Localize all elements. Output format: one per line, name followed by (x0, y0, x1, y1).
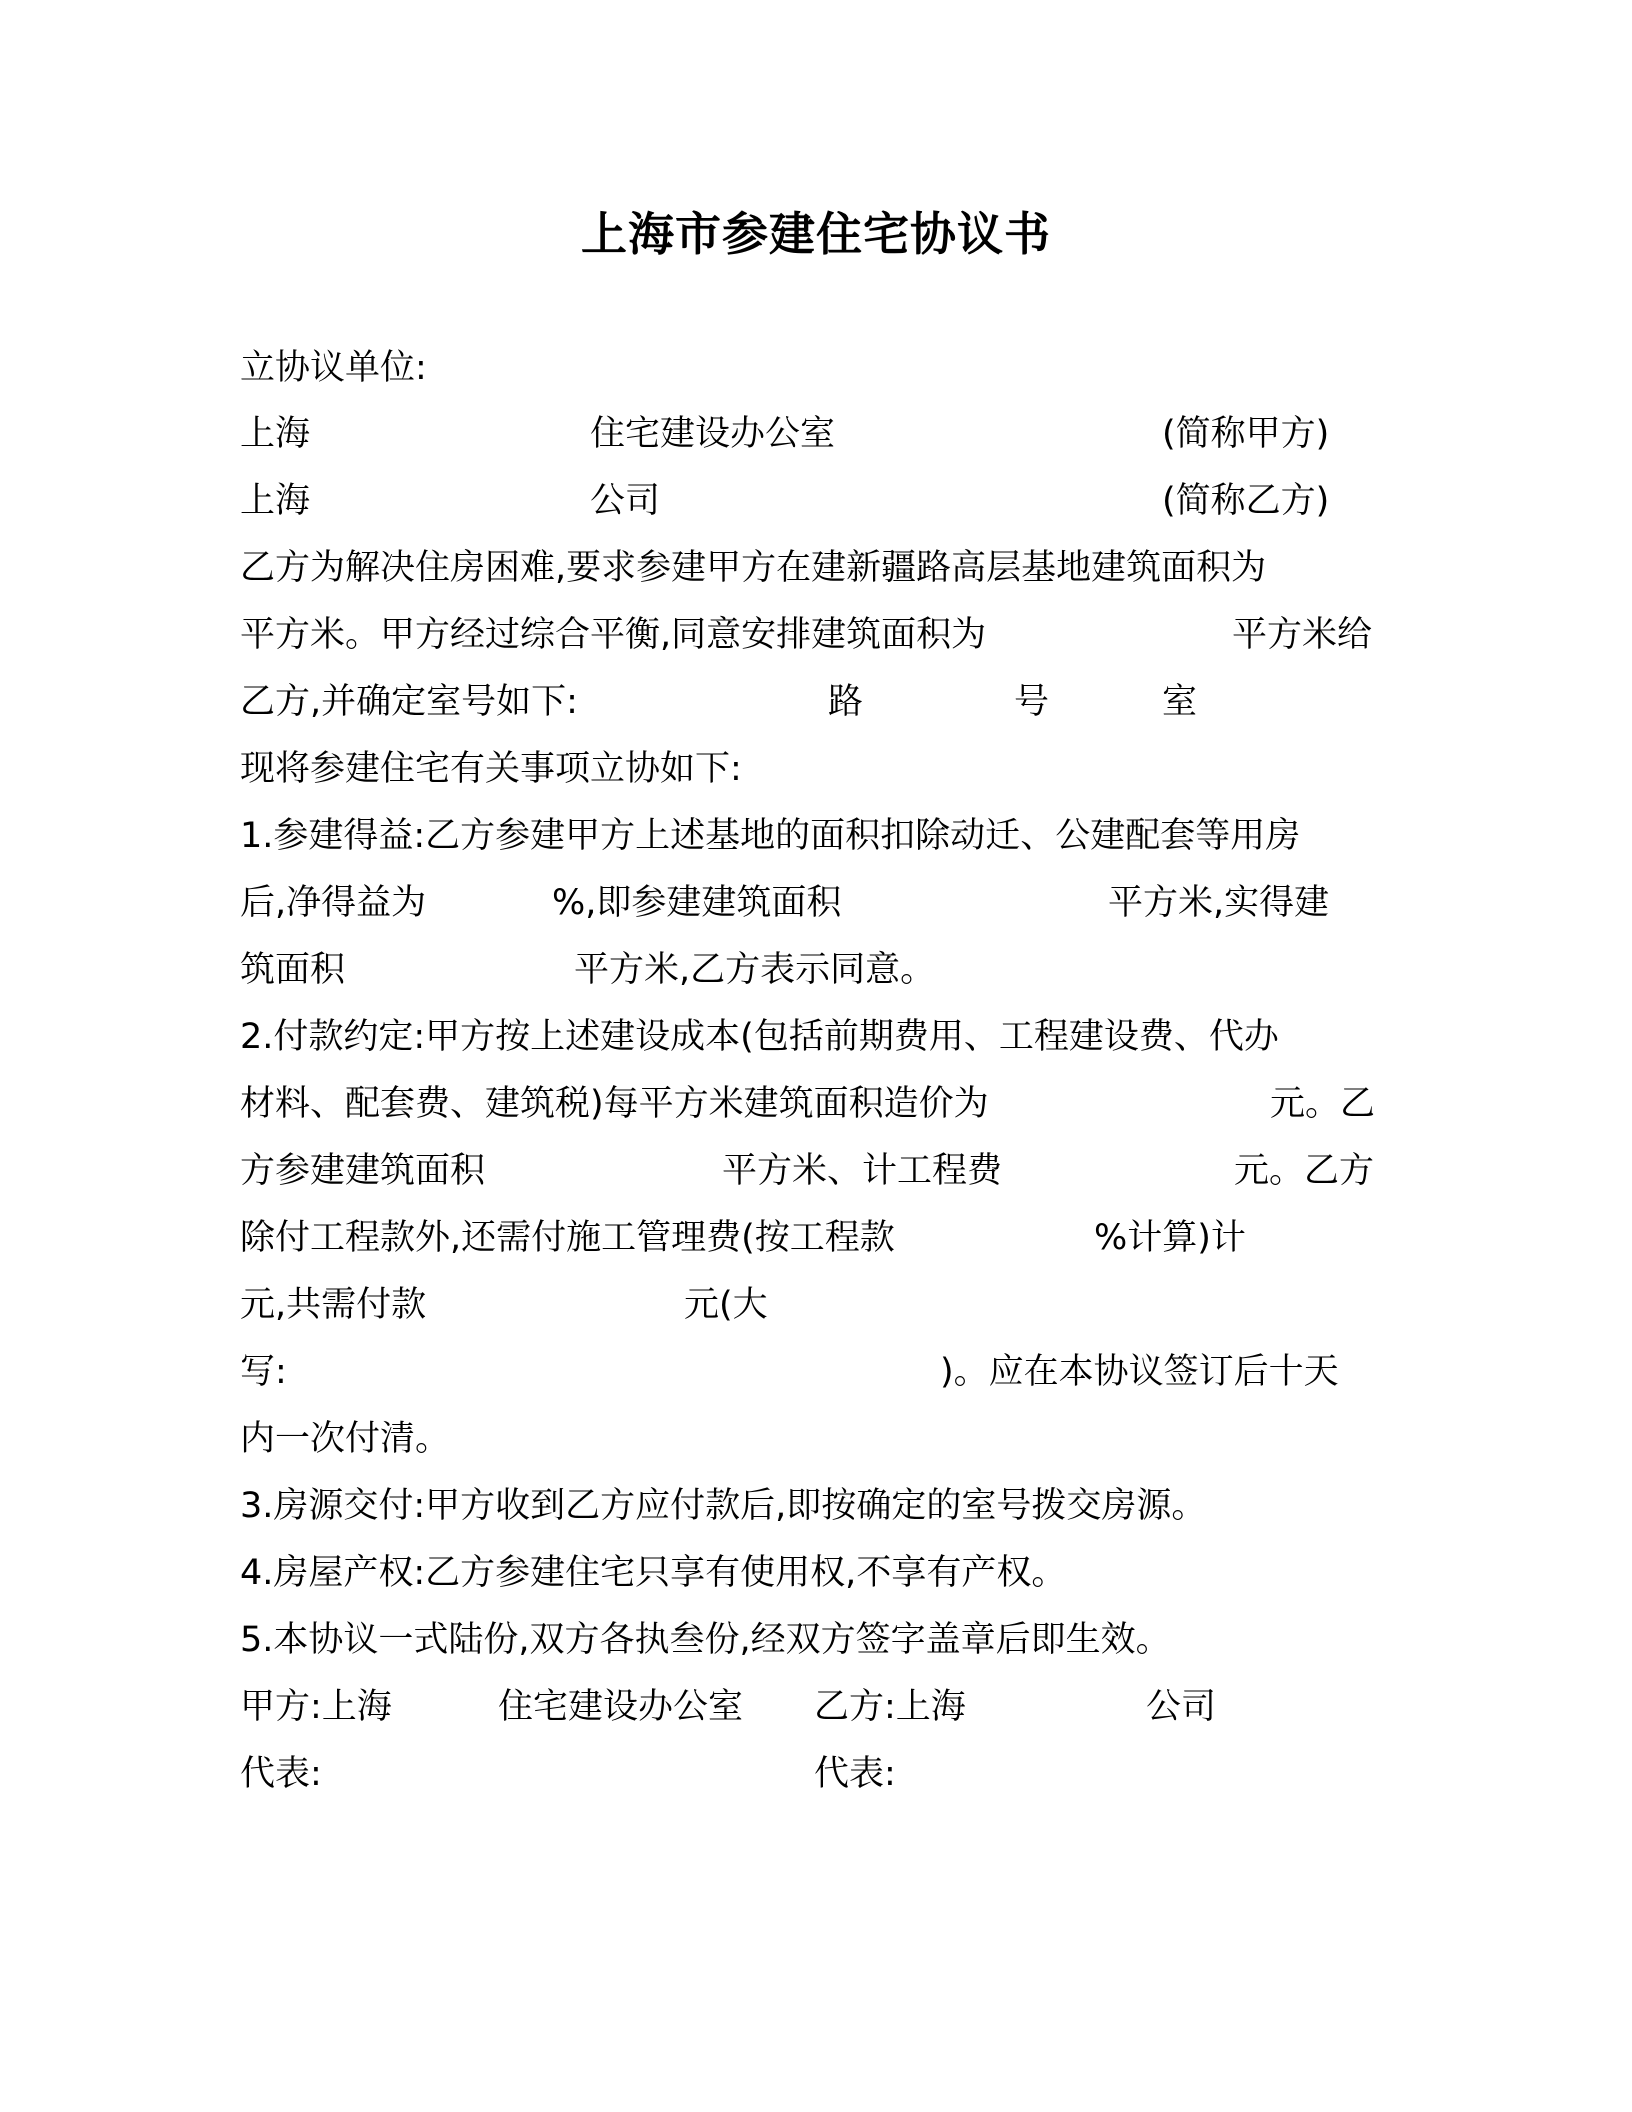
party-b-prefix: 上海 (240, 481, 311, 521)
signature-party-a-office: 住宅建设办公室 (498, 1687, 744, 1727)
party-b-company: 公司 (590, 481, 661, 521)
signature-party-a-rep: 代表: (240, 1754, 322, 1794)
signature-party-b-rep: 代表: (814, 1754, 896, 1794)
agreement-page: 上海市参建住宅协议书 立协议单位: 上海 住宅建设办公室 (简称甲方) 上海 公司 (简称乙方) 乙方为解决住房困难,要求参建甲方在建新疆路高层基地建筑面积为 平方米。甲方经过综合平衡,同意安排建筑面积为 平方米给 乙方,并确定室号如下: 路 号 室 现将参建住宅有关事项立协如下: 1.参建得益:乙方参建甲方上述基地的面积扣除动迁、公建配套等用房 后,净得益为 %,即参建建筑面积 平方米,实得建 筑面积 平方米,乙方表示同意。 2.付款约定:甲方按上述建设成本(包括前期费用、工程建设费、代办 材料、配套费、建筑税)每平方米建筑面积造价为 元。乙 方参建建筑面积 平方米、计工程费 元。乙方 除付工程款外,还需付施工管理费(按工程款 %计算)计 元,共需付款 元(大 写: )。应在本协议签订后十天 内一次付清。 3.房源交付:甲方收到乙方应付款后,即按确定的室号拨交房源。 4.房屋产权:乙方参建住宅只享有使用权,不享有产权。 5.本协议一式陆份,双方各执叁份,经双方签字盖章后即生效。 甲方:上海 住宅建设办公室 乙方:上海 公司 代表: 代表: (0, 0, 1632, 2112)
party-a-prefix: 上海 (240, 414, 311, 454)
party-a-office: 住宅建设办公室 (590, 414, 836, 454)
signature-party-a-label: 甲方:上海 (240, 1687, 392, 1727)
document-title: 上海市参建住宅协议书 (581, 207, 1051, 261)
road-label: 路 (828, 682, 864, 722)
room-label: 室 (1162, 682, 1198, 722)
signature-party-b-company: 公司 (1146, 1687, 1217, 1727)
party-b-alias: (简称乙方) (1162, 481, 1330, 521)
number-label: 号 (1014, 682, 1050, 722)
signature-party-b-label: 乙方:上海 (814, 1687, 966, 1727)
party-a-alias: (简称甲方) (1162, 414, 1330, 454)
